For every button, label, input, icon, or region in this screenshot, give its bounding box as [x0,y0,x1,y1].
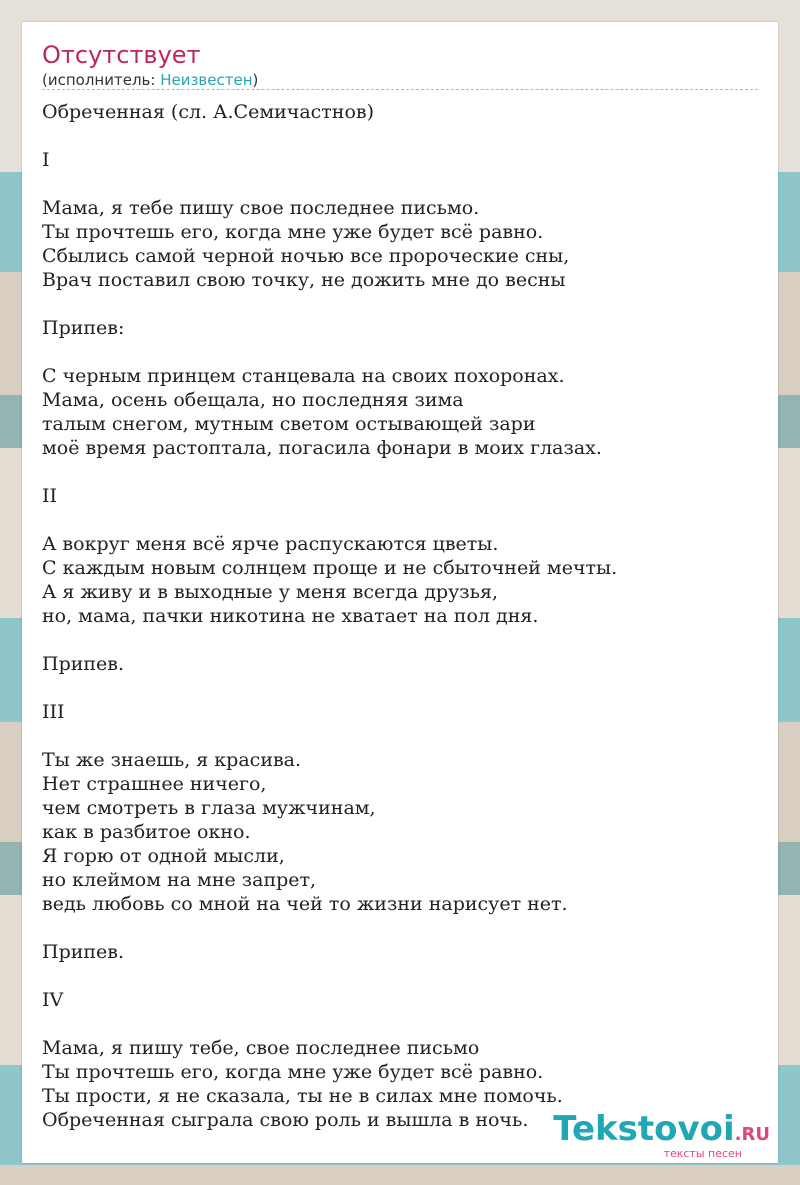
logo-tagline: тексты песен [663,1147,742,1160]
divider [42,89,758,90]
artist-link[interactable]: Неизвестен [160,71,253,89]
logo-suffix: .RU [734,1124,770,1145]
artist-line [42,70,258,90]
artist-suffix: ) [252,71,259,89]
site-logo[interactable] [553,1111,770,1161]
lyrics-card [22,22,778,1163]
lyrics-text: Обреченная (сл. А.Семичастнов) I Мама, я тебе пишу свое последнее письмо. Ты прочтешь его, когда мне уже будет всё равно. Сбылись самой черной ночью все пророческие сны, Врач поставил свою точку, не дожить мне до весны Припев: С черным принцем станцевала на своих похоронах. Мама, осень обещала, но последняя зима талым снегом, мутным светом остывающей зари моё время растоптала, погасила фонари в моих глазах. II А вокруг меня всё ярче распускаются цветы. С каждым новым солнцем проще и не сбыточней мечты. А я живу и в выходные у меня всегда друзья, но, мама, пачки никотина не хватает на пол дня. Припев. III Ты же знаешь, я красива. Нет страшнее ничего, чем смотреть в глаза мужчинам, как в разбитое окно. Я горю от одной мысли, но клеймом на мне запрет, ведь любовь со мной на чей то жизни нарисует нет. Припев. IV Мама, я пишу тебе, свое последнее письмо Ты прочтешь его, когда мне уже будет всё равно. Ты прости, я не сказала, ты не в силах мне помочь. Обреченная сыграла свою роль и вышла в ночь. [42,101,618,1131]
artist-prefix: (исполнитель: [42,71,161,89]
logo-main-text: Tekstovoi [553,1109,735,1149]
song-title: Отсутствует [42,41,201,69]
